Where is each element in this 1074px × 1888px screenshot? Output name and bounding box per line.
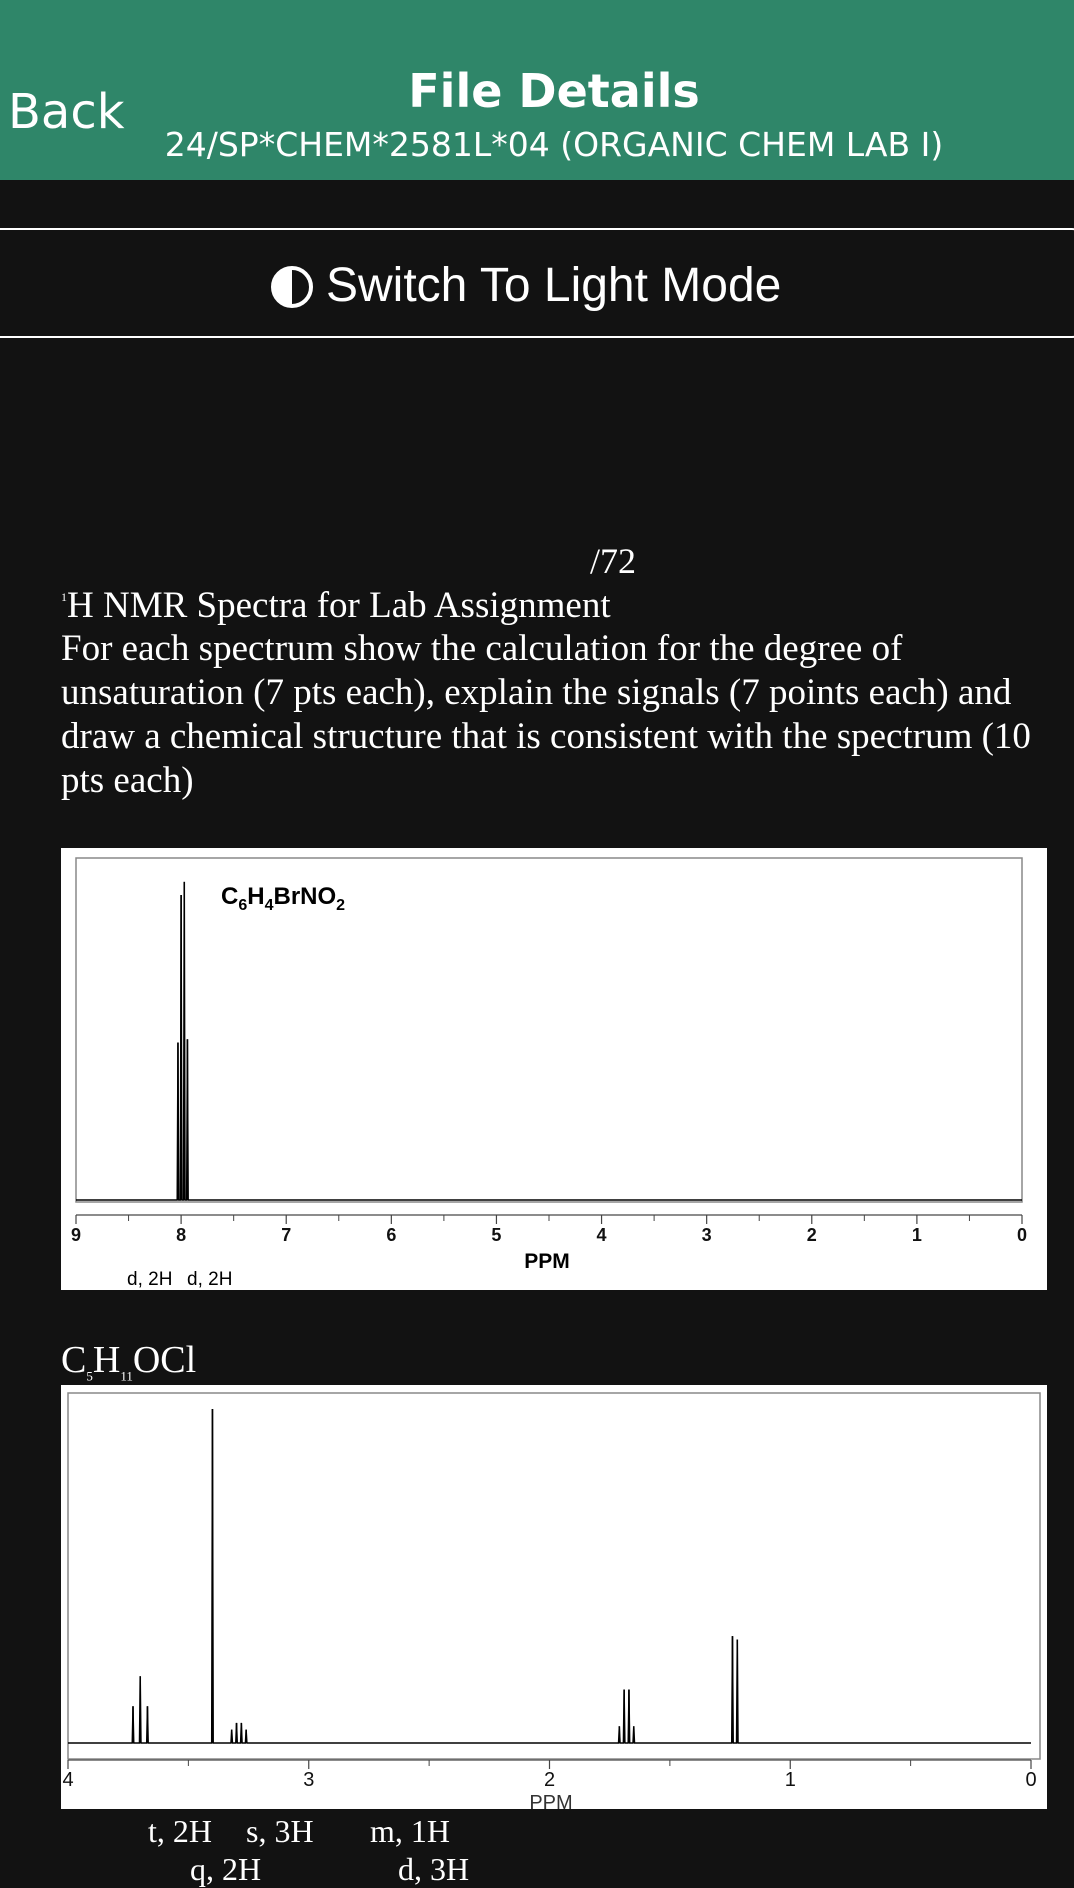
x-tick-label: 3 (701, 1225, 712, 1245)
x-tick-label: 9 (70, 1225, 82, 1245)
x-tick-label: 3 (303, 1769, 315, 1791)
app-header (0, 0, 1074, 180)
peak-label-1: d, 2H (127, 1269, 173, 1290)
x-axis-label: PPM (524, 1250, 570, 1273)
assignment-instructions: For each spectrum show the calculation for the degree of unsaturation (7 pts each), explain the signals (7 points each) and draw a chemical structure that is consistent with the spectrum (10 pts each) (61, 628, 1031, 801)
heading-superscript: 1 (61, 590, 67, 604)
score-field: /72 (590, 541, 637, 581)
x-tick-label: 8 (176, 1225, 187, 1245)
annotation-q-2h: q, 2H (190, 1851, 262, 1887)
x-tick-label: 4 (596, 1225, 607, 1245)
peak-label-2: d, 2H (187, 1269, 233, 1290)
x-tick-label: 2 (806, 1225, 817, 1245)
spectrum-1-formula: $C_6H_4BrNO_2$ (221, 883, 346, 914)
annotation-d-3h: d, 3H (398, 1851, 470, 1887)
annotation-m-1h: m, 1H (370, 1813, 450, 1849)
x-tick-label: 5 (491, 1225, 502, 1245)
x-tick-label: 0 (1016, 1225, 1028, 1245)
annotation-s-3h: s, 3H (246, 1813, 314, 1849)
nmr-spectrum-1-plot (61, 848, 1047, 1290)
x-tick-label: 1 (784, 1769, 796, 1791)
back-button[interactable]: Back (8, 84, 125, 140)
annotation-t-2h: t, 2H (148, 1813, 212, 1849)
nmr-spectrum-2-plot (61, 1385, 1047, 1809)
x-tick-label: 4 (62, 1769, 74, 1791)
course-subtitle: 24/SP*CHEM*2581L*04 (ORGANIC CHEM LAB I) (164, 125, 944, 164)
switch-light-mode-label: Switch To Light Mode (326, 259, 782, 312)
page-title: File Details (408, 64, 700, 118)
x-tick-label: 6 (386, 1225, 397, 1245)
assignment-heading (61, 584, 611, 627)
x-tick-label: 7 (281, 1225, 292, 1245)
x-tick-label: 0 (1025, 1769, 1037, 1791)
heading-text: H NMR Spectra for Lab Assignment (67, 585, 611, 626)
spectrum-2-formula: $C_5H_{11}OCl$ (61, 1339, 197, 1384)
half-circle-contrast-icon (270, 265, 314, 309)
x-tick-label: 2 (543, 1769, 556, 1791)
spectrum-trace (76, 882, 1022, 1200)
nmr-spectrum-1 (61, 848, 1047, 1290)
switch-light-mode-button[interactable] (0, 228, 1074, 338)
x-tick-label: 1 (911, 1225, 922, 1245)
plot-frame (76, 858, 1022, 1202)
x-axis-label: PPM (529, 1792, 573, 1809)
nmr-spectrum-2 (61, 1385, 1047, 1809)
